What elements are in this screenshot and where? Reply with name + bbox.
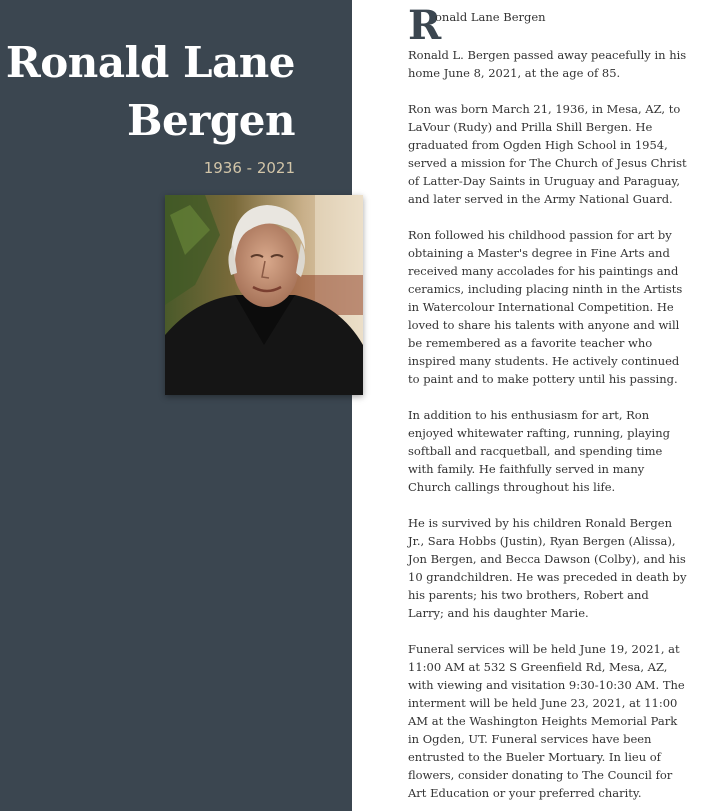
name-title-line-2: Bergen <box>127 96 295 145</box>
sidebar <box>0 0 352 811</box>
portrait-photo <box>165 195 363 395</box>
obituary-text <box>408 2 688 811</box>
paragraph-early-life: Ron was born March 21, 1936, in Mesa, AZ, to LaVour (Rudy) and Prilla Shill Bergen. He graduated from Ogden High School in 1954, served a mission for The Church of Jesus Christ of Latter-Day Saints in Uruguay and Paraguay, and later served in the Army National Guard. <box>408 102 687 206</box>
paragraph-passing: Ronald L. Bergen passed away peacefully in his home June 8, 2021, at the age of 85. <box>408 48 687 80</box>
name-title-line-1: Ronald Lane <box>5 38 295 87</box>
paragraph-hobbies: In addition to his enthusiasm for art, Ron enjoyed whitewater rafting, running, playing softball and racquetball, and spending time with family. He faithfully served in many Church callings throughout his life. <box>408 408 670 494</box>
drop-cap: R <box>408 2 442 49</box>
paragraph-art: Ron followed his childhood passion for art by obtaining a Master's degree in Fine Arts and received many accolades for his paintings and ceramics, including placing ninth in the Artists in Watercolour International Competition. He loved to share his talents with anyone and will be remembered as a favorite teacher who inspired many students. He actively continued to paint and to make pottery until his passing. <box>408 228 683 386</box>
life-years: 1936 - 2021 <box>203 159 295 177</box>
obituary-heading <box>408 2 688 49</box>
heading-text: onald Lane Bergen <box>435 10 546 24</box>
paragraph-survivors: He is survived by his children Ronald Bergen Jr., Sara Hobbs (Justin), Ryan Bergen (Alissa), Jon Bergen, and Becca Dawson (Colby), and his 10 grandchildren. He was preceded in death by his parents; his two brothers, Robert and Larry; and his daughter Marie. <box>408 516 687 620</box>
paragraph-services: Funeral services will be held June 19, 2021, at 11:00 AM at 532 S Greenfield Rd, Mesa, AZ, with viewing and visitation 9:30-10:30 AM. The interment will be held June 23, 2021, at 11:00 AM at the Washington Heights Memorial Park in Ogden, UT. Funeral services have been entrusted to the Bueler Mortuary. In lieu of flowers, consider donating to The Council for Art Education or your preferred charity. <box>408 642 685 800</box>
